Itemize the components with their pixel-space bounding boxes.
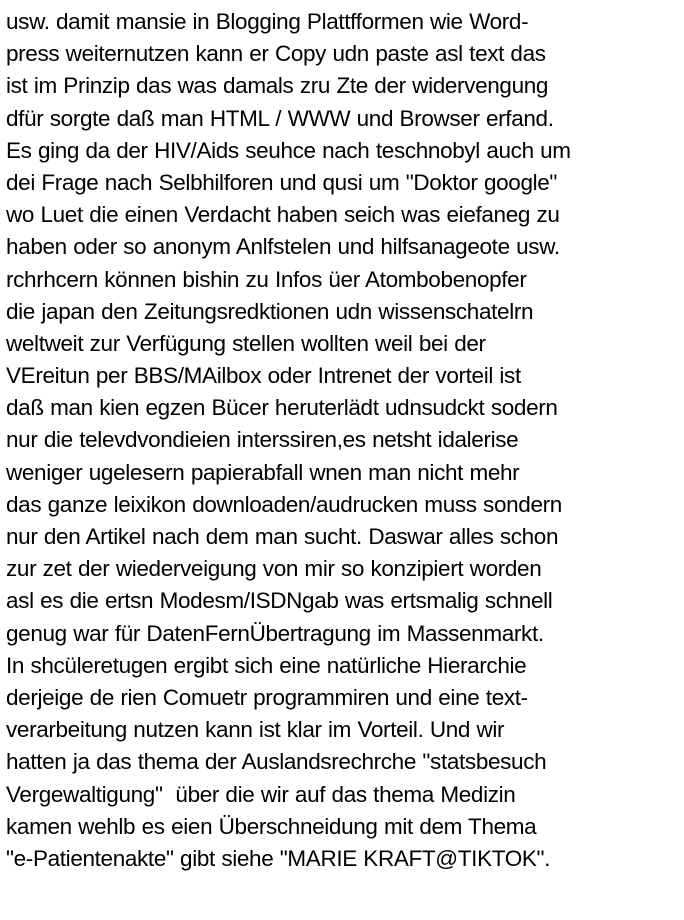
text-line: press weiternutzen kann er Copy udn paste asl text das bbox=[6, 41, 546, 67]
text-line: nur den Artikel nach dem man sucht. Daswar alles schon bbox=[6, 524, 559, 549]
text-line: daß man kien egzen Bücer heruterlädt udnsudckt sodern bbox=[6, 395, 558, 421]
text-line: weltweit zur Verfügung stellen wollten weil bei der bbox=[6, 330, 486, 356]
text-line: die japan den Zeitungsredktionen udn wissenschatelrn bbox=[6, 298, 534, 324]
text-line: das ganze leixikon downloaden/audrucken muss sondern bbox=[6, 491, 562, 517]
text-line: usw. damit mansie in Blogging Plattfformen wie Word- bbox=[6, 9, 529, 34]
text-line: VEreitun per BBS/MAilbox oder Intrenet der vorteil ist bbox=[6, 363, 521, 389]
text-line: derjeige de rien Comuetr programmiren und eine text- bbox=[6, 684, 528, 710]
text-line: kamen wehlb es eien Überschneidung mit dem Thema bbox=[6, 813, 537, 839]
text-line: In shcüleretugen ergibt sich eine natürliche Hierarchie bbox=[6, 652, 527, 678]
body-text bbox=[6, 6, 682, 875]
text-line: zur zet der wiederveigung von mir so konzipiert worden bbox=[6, 556, 542, 582]
text-line: Es ging da der HIV/Aids seuhce nach teschnobyl auch um bbox=[6, 137, 571, 163]
text-line: nur die televdvondieien interssiren,es netsht idalerise bbox=[6, 427, 519, 453]
text-line: dfür sorgte daß man HTML / WWW und Browser erfand. bbox=[6, 105, 554, 131]
text-line: "e-Patientenakte" gibt siehe "MARIE KRAFT@TIKTOK". bbox=[6, 845, 551, 871]
text-line: wo Luet die einen Verdacht haben seich was eiefaneg zu bbox=[6, 202, 560, 228]
text-line: hatten ja das thema der Auslandsrechrche "statsbesuch bbox=[6, 749, 547, 775]
text-line: asl es die ertsn Modesm/ISDNgab was ertsmalig schnell bbox=[6, 588, 553, 614]
text-line: weniger ugelesern papierabfall wnen man nicht mehr bbox=[6, 459, 520, 485]
text-line: haben oder so anonym Anlfstelen und hilfsanageote usw. bbox=[6, 234, 560, 260]
text-line: dei Frage nach Selbhilforen und qusi um "Doktor google" bbox=[6, 169, 558, 195]
text-line: genug war für DatenFernÜbertragung im Massenmarkt. bbox=[6, 620, 544, 646]
text-line: Vergewaltigung" über die wir auf das thema Medizin bbox=[6, 781, 516, 807]
text-line: verarbeitung nutzen kann ist klar im Vorteil. Und wir bbox=[6, 717, 505, 743]
text-line: ist im Prinzip das was damals zru Zte der widervengung bbox=[6, 73, 549, 99]
text-line: rchrhcern können bishin zu Infos üer Atombobenopfer bbox=[6, 266, 527, 292]
